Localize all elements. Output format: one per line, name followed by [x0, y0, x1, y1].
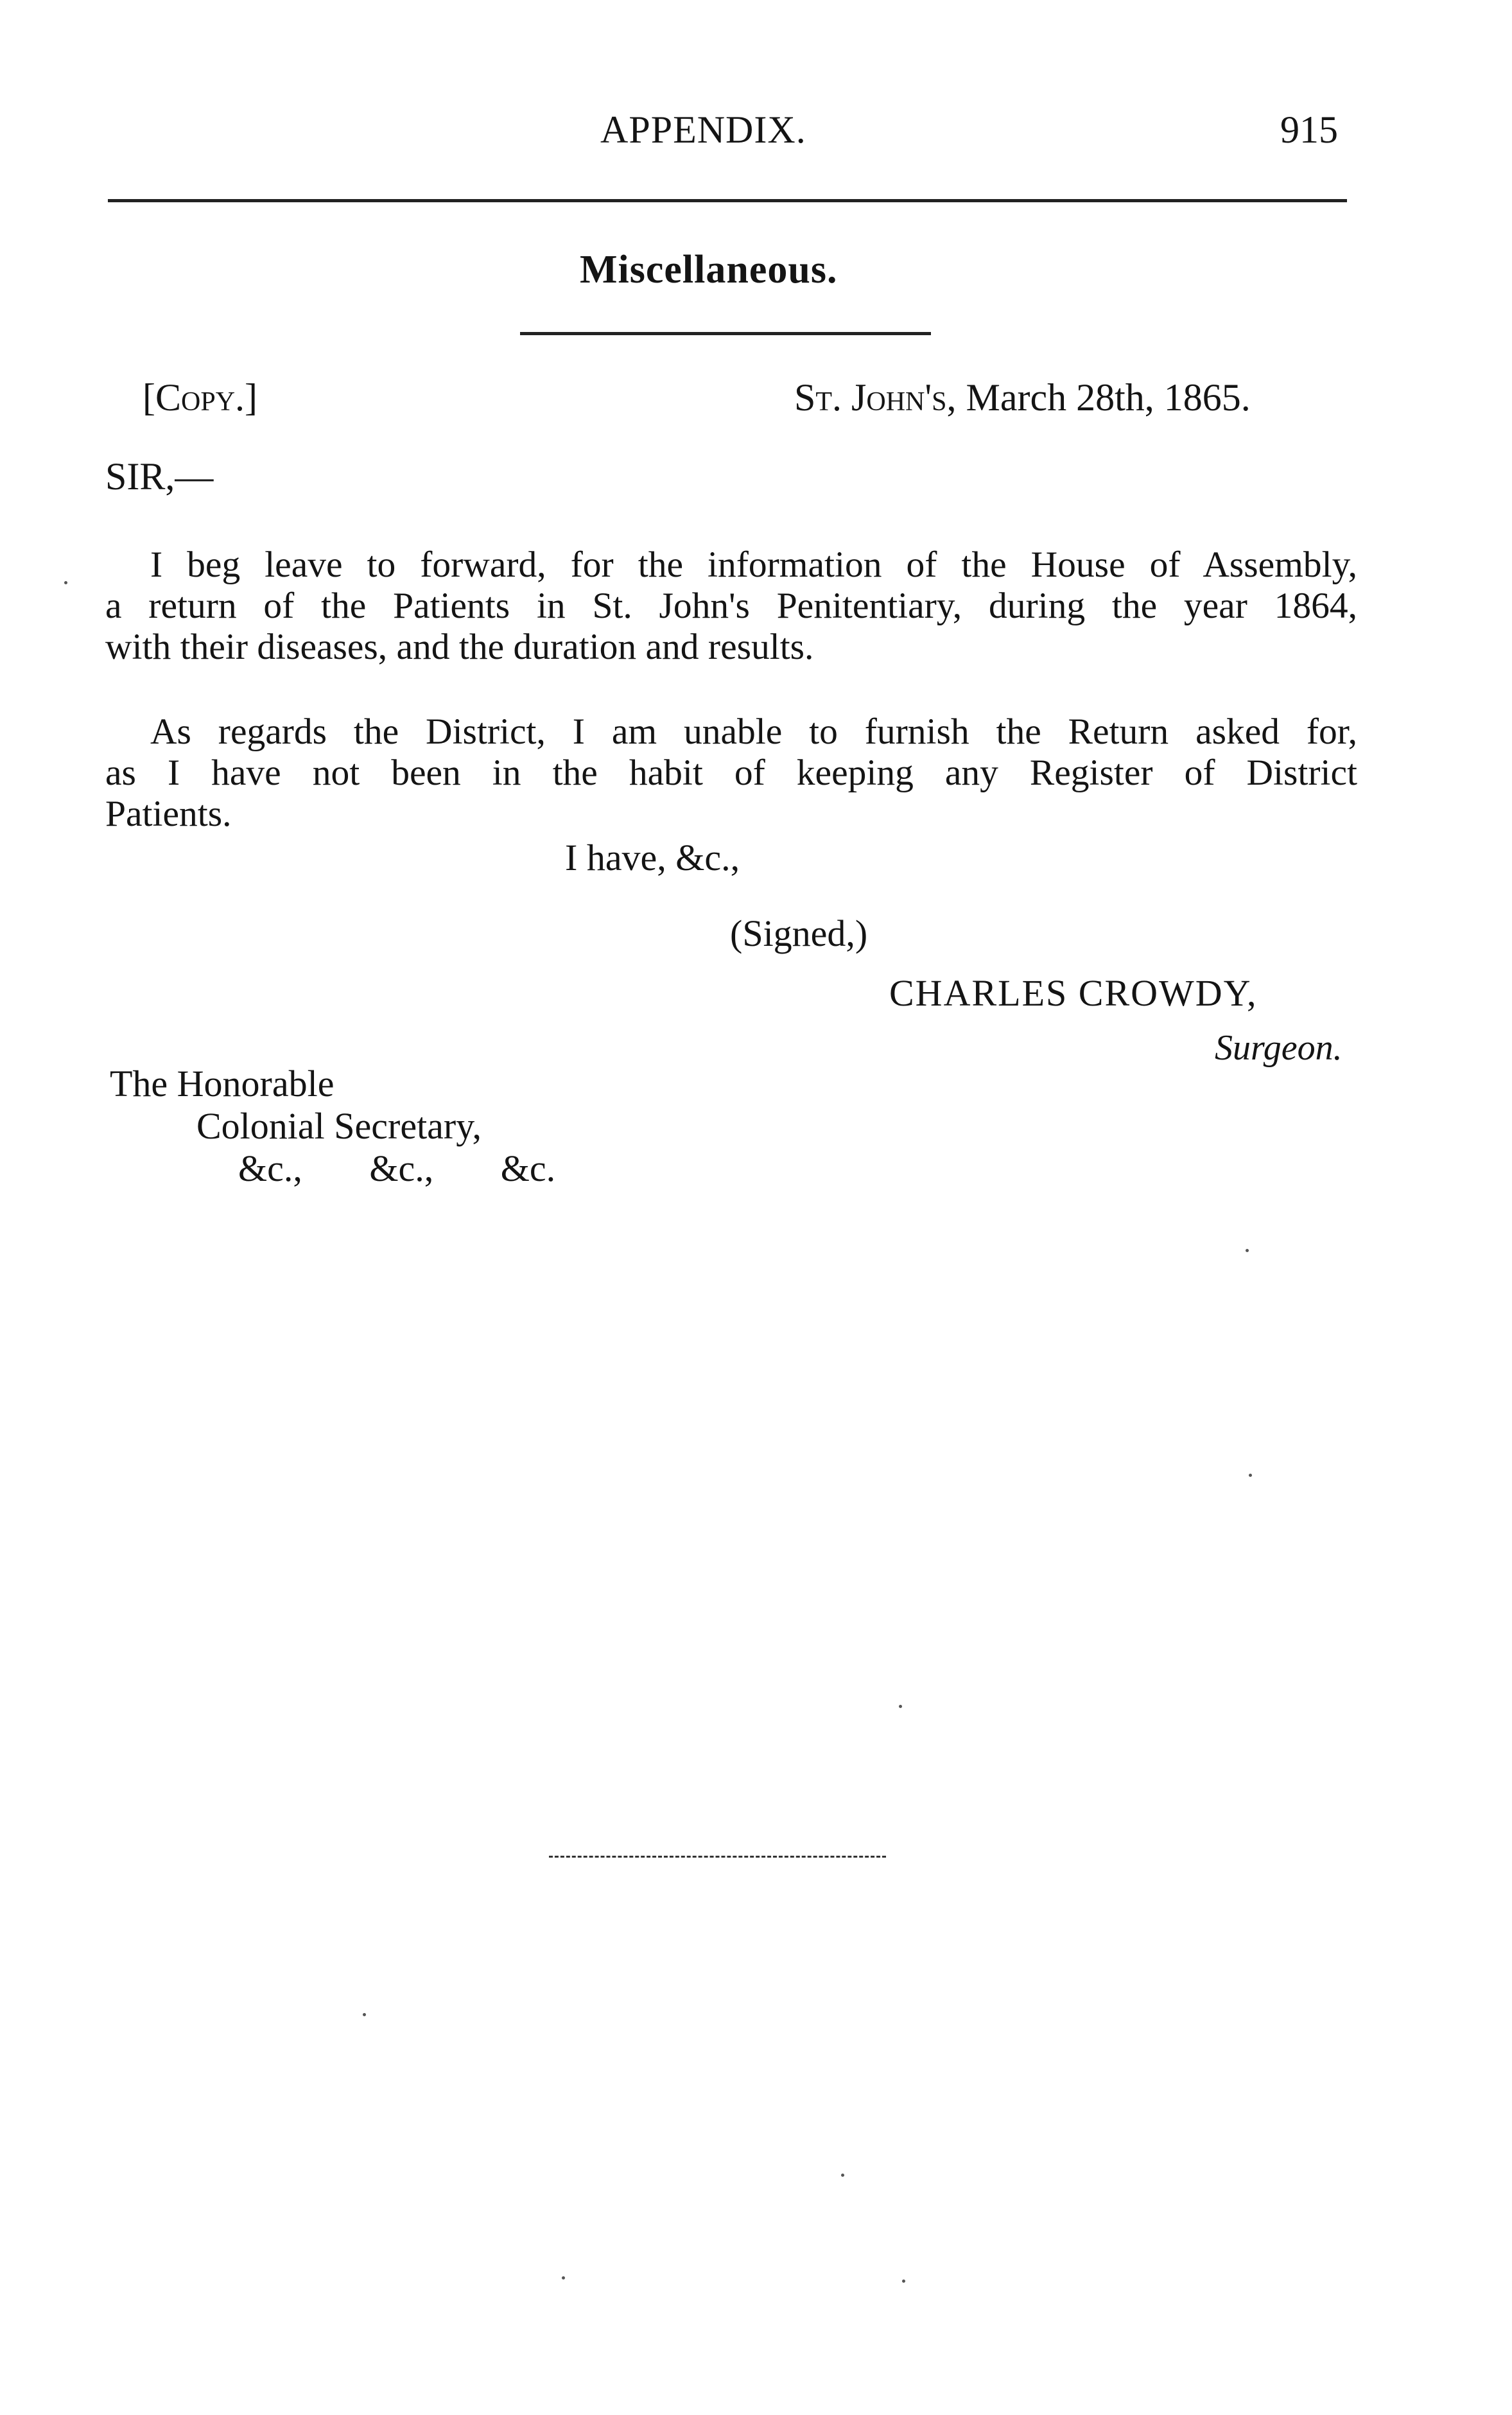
- scan-speck: [1246, 1249, 1249, 1252]
- paragraph-line: I beg leave to forward, for the information of the House of Assembly,: [150, 545, 1357, 585]
- scan-speck: [363, 2013, 366, 2016]
- header-rule: [108, 199, 1347, 202]
- signatory-title: Surgeon.: [1215, 1028, 1343, 1068]
- paragraph-line: with their diseases, and the duration and results.: [105, 627, 814, 667]
- addressee-line: Colonial Secretary,: [196, 1105, 482, 1147]
- paragraph-2: [105, 711, 1357, 835]
- section-title: Miscellaneous.: [580, 248, 838, 292]
- dateline: [794, 376, 1251, 420]
- signatory-name: CHARLES CROWDY,: [889, 972, 1258, 1014]
- addressee-block: [110, 1063, 555, 1190]
- running-head: APPENDIX.: [600, 109, 806, 151]
- signed-note: (Signed,): [730, 912, 868, 954]
- paragraph-line: a return of the Patients in St. John's Penitentiary, during the year 1864,: [105, 586, 1357, 626]
- scan-speck: [841, 2174, 844, 2177]
- paragraph-1: [105, 545, 1357, 668]
- title-rule: [520, 332, 931, 335]
- scan-speck: [902, 2280, 905, 2283]
- scan-speck: [562, 2276, 565, 2280]
- paragraph-line: Patients.: [105, 794, 232, 834]
- paragraph-line: As regards the District, I am unable to furnish the Return asked for,: [150, 711, 1357, 752]
- copy-mark: [Copy.]: [143, 376, 258, 419]
- end-rule: [549, 1856, 886, 1858]
- scan-speck: [899, 1705, 902, 1708]
- addressee-line: &c., &c., &c.: [238, 1147, 556, 1189]
- paragraph-line: as I have not been in the habit of keeping any Register of District: [105, 753, 1357, 793]
- scan-speck: [1249, 1474, 1252, 1477]
- page-number: 915: [1280, 109, 1338, 151]
- scan-speck: [64, 581, 67, 584]
- dateline-date: March 28th, 1865.: [966, 376, 1251, 419]
- addressee-line: The Honorable: [110, 1063, 335, 1104]
- dateline-place: St. John's,: [794, 376, 957, 419]
- salutation: SIR,—: [105, 455, 214, 498]
- closing: I have, &c.,: [565, 837, 740, 878]
